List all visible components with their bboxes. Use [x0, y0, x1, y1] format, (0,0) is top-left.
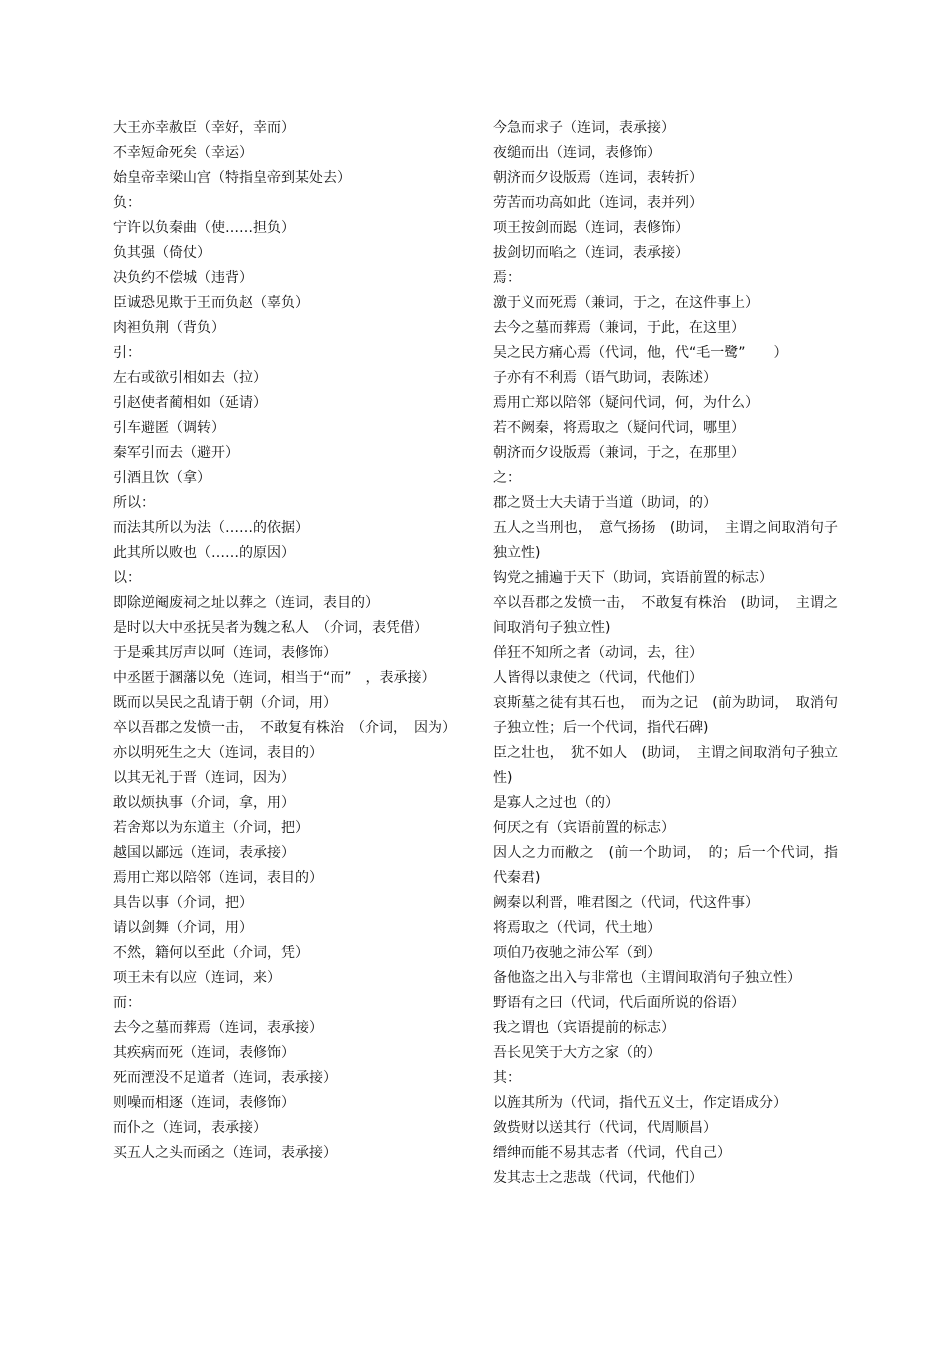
right-column-line: 去今之墓而葬焉（兼词，于此，在这里）: [493, 320, 745, 336]
left-column-line: 引车避匿（调转）: [113, 420, 225, 436]
right-column-line: 五人之当刑也， 意气扬扬 (助词， 主谓之间取消句子独立性): [493, 520, 838, 561]
left-column-line: 此其所以败也（……的原因）: [113, 545, 295, 561]
right-column-line: 钩党之捕遍于天下（助词，宾语前置的标志）: [493, 570, 773, 586]
right-column-line: 若不阙秦，将焉取之（疑问代词，哪里）: [493, 420, 745, 436]
left-column-line: 负：: [113, 195, 141, 211]
left-column-line: 焉用亡郑以陪邻（连词，表目的）: [113, 870, 323, 886]
right-column-line: 人皆得以隶使之（代词，代他们）: [493, 670, 703, 686]
right-column-line: 之：: [493, 470, 521, 486]
left-column-line: 而：: [113, 995, 141, 1011]
left-column-line: 秦军引而去（避开）: [113, 445, 239, 461]
left-column-line: 以其无礼于晋（连词，因为）: [113, 770, 295, 786]
right-column-line: 项伯乃夜驰之沛公军（到）: [493, 945, 661, 961]
left-column-line: 大王亦幸赦臣（幸好，幸而）: [113, 120, 295, 136]
right-column-line: 夜缒而出（连词，表修饰）: [493, 145, 661, 161]
left-column-line: 敢以烦执事（介词，拿，用）: [113, 795, 295, 811]
left-column-line: 既而以吴民之乱请于朝（介词，用）: [113, 695, 337, 711]
right-column-line: 我之谓也（宾语提前的标志）: [493, 1020, 675, 1036]
left-column-line: 去今之墓而葬焉（连词，表承接）: [113, 1020, 323, 1036]
left-column-line: 左右或欲引相如去（拉）: [113, 370, 267, 386]
left-column-line: 始皇帝幸梁山宫（特指皇帝到某处去）: [113, 170, 351, 186]
right-column: [493, 116, 838, 1191]
left-column-line: 请以剑舞（介词，用）: [113, 920, 253, 936]
left-column-line: 决负约不偿城（违背）: [113, 270, 253, 286]
right-column-line: 发其志士之悲哉（代词，代他们）: [493, 1170, 703, 1186]
right-column-line: 吾长见笑于大方之家（的）: [493, 1045, 661, 1061]
left-column-line: 其疾病而死（连词，表修饰）: [113, 1045, 295, 1061]
left-column-line: 是时以大中丞抚吴者为魏之私人 （介词，表凭借）: [113, 620, 428, 636]
right-column-line: 朝济而夕设版焉（兼词，于之，在那里）: [493, 445, 745, 461]
left-column-line: 越国以鄙远（连词，表承接）: [113, 845, 295, 861]
right-column-line: 吴之民方痛心焉（代词，他，代“毛一鹭” ）: [493, 345, 788, 361]
left-column-line: 若舍郑以为东道主（介词，把）: [113, 820, 309, 836]
right-column-line: 焉：: [493, 270, 521, 286]
left-column-line: 亦以明死生之大（连词，表目的）: [113, 745, 323, 761]
left-column-line: 臣诚恐见欺于王而负赵（辜负）: [113, 295, 309, 311]
left-column-line: 而法其所以为法（……的依据）: [113, 520, 309, 536]
left-column-line: 肉袒负荆（背负）: [113, 320, 225, 336]
left-column-line: 于是乘其厉声以呵（连词，表修饰）: [113, 645, 337, 661]
right-column-line: 哀斯墓之徒有其石也， 而为之记 (前为助词， 取消句子独立性；后一个代词，指代石碑): [493, 695, 838, 736]
left-column-line: 所以：: [113, 495, 155, 511]
left-column-line: 项王未有以应（连词，来）: [113, 970, 281, 986]
right-column-line: 何厌之有（宾语前置的标志）: [493, 820, 675, 836]
left-column-line: 买五人之头而函之（连词，表承接）: [113, 1145, 337, 1161]
left-column-line: 不幸短命死矣（幸运）: [113, 145, 253, 161]
right-column-line: 臣之壮也， 犹不如人 (助词， 主谓之间取消句子独立性): [493, 745, 838, 786]
left-column-line: 而仆之（连词，表承接）: [113, 1120, 267, 1136]
right-column-line: 敛赀财以送其行（代词，代周顺昌）: [493, 1120, 717, 1136]
left-column-line: 死而湮没不足道者（连词，表承接）: [113, 1070, 337, 1086]
right-column-line: 激于义而死焉（兼词，于之，在这件事上）: [493, 295, 759, 311]
right-column-line: 子亦有不利焉（语气助词，表陈述）: [493, 370, 717, 386]
right-column-line: 朝济而夕设版焉（连词，表转折）: [493, 170, 703, 186]
right-column-line: 今急而求子（连词，表承接）: [493, 120, 675, 136]
left-column-line: 具告以事（介词，把）: [113, 895, 253, 911]
right-column-line: 以旌其所为（代词，指代五义士，作定语成分）: [493, 1095, 787, 1111]
right-column-line: 因人之力而敝之 (前一个助词， 的；后一个代词，指代秦君): [493, 845, 838, 886]
right-column-line: 野语有之曰（代词，代后面所说的俗语）: [493, 995, 745, 1011]
right-column-line: 阙秦以利晋，唯君图之（代词，代这件事）: [493, 895, 759, 911]
right-column-line: 拔剑切而啗之（连词，表承接）: [493, 245, 689, 261]
right-column-line: 缙绅而能不易其志者（代词，代自己）: [493, 1145, 731, 1161]
left-column-line: 引：: [113, 345, 141, 361]
left-column-line: 中丞匿于溷藩以免（连词，相当于“而” ，表承接）: [113, 670, 436, 686]
left-column-line: 即除逆阉废祠之址以葬之（连词，表目的）: [113, 595, 379, 611]
right-column-line: 卒以吾郡之发愤一击， 不敢复有株治 (助词， 主谓之间取消句子独立性): [493, 595, 838, 636]
left-column-line: 负其强（倚仗）: [113, 245, 211, 261]
right-column-line: 项王按剑而跽（连词，表修饰）: [493, 220, 689, 236]
left-column-line: 不然，籍何以至此（介词，凭）: [113, 945, 309, 961]
right-column-line: 备他盗之出入与非常也（主谓间取消句子独立性）: [493, 970, 801, 986]
right-column-line: 佯狂不知所之者（动词，去，往）: [493, 645, 703, 661]
left-column-line: 宁许以负秦曲（使……担负）: [113, 220, 295, 236]
right-column-line: 是寡人之过也（的）: [493, 795, 619, 811]
left-column-line: 则噪而相逐（连词，表修饰）: [113, 1095, 295, 1111]
right-column-line: 将焉取之（代词，代土地）: [493, 920, 661, 936]
left-column-line: 引赵使者蔺相如（延请）: [113, 395, 267, 411]
right-column-line: 其：: [493, 1070, 521, 1086]
left-column: [113, 116, 463, 1166]
right-column-line: 焉用亡郑以陪邻（疑问代词，何，为什么）: [493, 395, 759, 411]
left-column-line: 以：: [113, 570, 141, 586]
right-column-line: 郡之贤士大夫请于当道（助词，的）: [493, 495, 717, 511]
left-column-line: 卒以吾郡之发愤一击， 不敢复有株治 （介词， 因为）: [113, 720, 456, 736]
right-column-line: 劳苦而功高如此（连词，表并列）: [493, 195, 703, 211]
left-column-line: 引酒且饮（拿）: [113, 470, 211, 486]
